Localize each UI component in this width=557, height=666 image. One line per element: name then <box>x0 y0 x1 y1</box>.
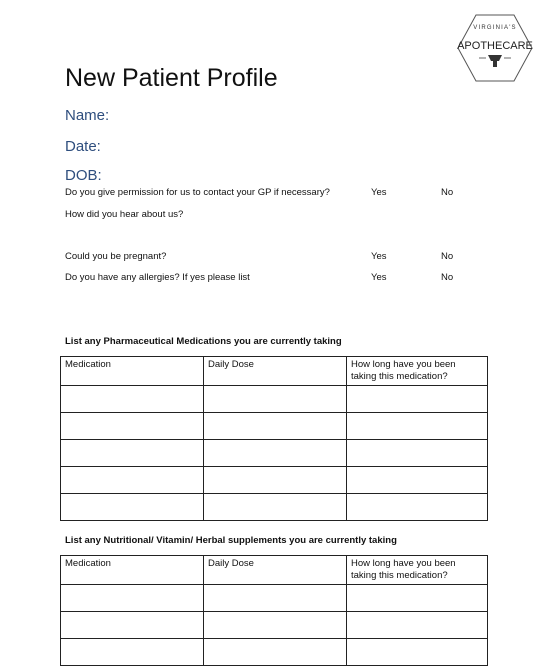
table-row <box>61 413 488 440</box>
page-title: New Patient Profile <box>65 64 278 92</box>
table-row <box>61 612 488 639</box>
table-cell[interactable] <box>61 494 204 521</box>
pharma-section-heading: List any Pharmaceutical Medications you are currently taking <box>65 336 342 347</box>
gp-permission-no[interactable]: No <box>441 187 454 198</box>
table-row <box>61 467 488 494</box>
col-daily-dose: Daily Dose <box>204 357 347 386</box>
table-cell[interactable] <box>204 494 347 521</box>
table-cell[interactable] <box>61 386 204 413</box>
table-cell[interactable] <box>61 639 204 666</box>
table-cell[interactable] <box>347 639 488 666</box>
table-cell[interactable] <box>204 639 347 666</box>
supplements-section-heading: List any Nutritional/ Vitamin/ Herbal supplements you are currently taking <box>65 535 397 546</box>
table-cell[interactable] <box>61 413 204 440</box>
table-cell[interactable] <box>61 585 204 612</box>
table-cell[interactable] <box>204 585 347 612</box>
table-row <box>61 386 488 413</box>
pregnant-yes[interactable]: Yes <box>371 251 387 262</box>
table-header-row <box>61 357 488 386</box>
table-cell[interactable] <box>347 585 488 612</box>
table-row <box>61 585 488 612</box>
col-duration: How long have you been taking this medication? <box>347 357 488 386</box>
table-cell[interactable] <box>61 467 204 494</box>
table-cell[interactable] <box>347 494 488 521</box>
logo-hexagon-icon <box>457 14 533 82</box>
table-cell[interactable] <box>204 413 347 440</box>
table-cell[interactable] <box>204 612 347 639</box>
table-cell[interactable] <box>61 612 204 639</box>
pregnant-question: Could you be pregnant? <box>65 251 167 262</box>
col-duration: How long have you been taking this medication? <box>347 556 488 585</box>
table-row <box>61 440 488 467</box>
table-cell[interactable] <box>347 386 488 413</box>
supplements-table <box>60 555 488 666</box>
table-cell[interactable] <box>347 440 488 467</box>
gp-permission-yes[interactable]: Yes <box>371 187 387 198</box>
table-row <box>61 639 488 666</box>
table-cell[interactable] <box>204 440 347 467</box>
hear-about-us-question: How did you hear about us? <box>65 209 184 220</box>
date-field-label: Date: <box>65 138 101 155</box>
name-field-label: Name: <box>65 107 110 124</box>
apothecare-logo <box>457 14 533 82</box>
table-cell[interactable] <box>347 467 488 494</box>
table-cell[interactable] <box>347 612 488 639</box>
mortar-icon <box>488 55 502 61</box>
table-cell[interactable] <box>204 386 347 413</box>
pregnant-no[interactable]: No <box>441 251 454 262</box>
col-daily-dose: Daily Dose <box>204 556 347 585</box>
logo-line1: VIRGINIA'S <box>473 25 517 31</box>
dob-field-label: DOB: <box>65 167 102 184</box>
allergies-question: Do you have any allergies? If yes please list <box>65 272 250 283</box>
logo-line2: APOTHECARE <box>457 40 533 52</box>
table-cell[interactable] <box>204 467 347 494</box>
allergies-yes[interactable]: Yes <box>371 272 387 283</box>
col-medication: Medication <box>61 556 204 585</box>
allergies-no[interactable]: No <box>441 272 454 283</box>
table-header-row <box>61 556 488 585</box>
pestle-base <box>493 61 497 67</box>
gp-permission-question: Do you give permission for us to contact your GP if necessary? <box>65 187 330 198</box>
table-row <box>61 494 488 521</box>
col-medication: Medication <box>61 357 204 386</box>
pharma-medication-table <box>60 356 488 521</box>
table-cell[interactable] <box>347 413 488 440</box>
table-cell[interactable] <box>61 440 204 467</box>
